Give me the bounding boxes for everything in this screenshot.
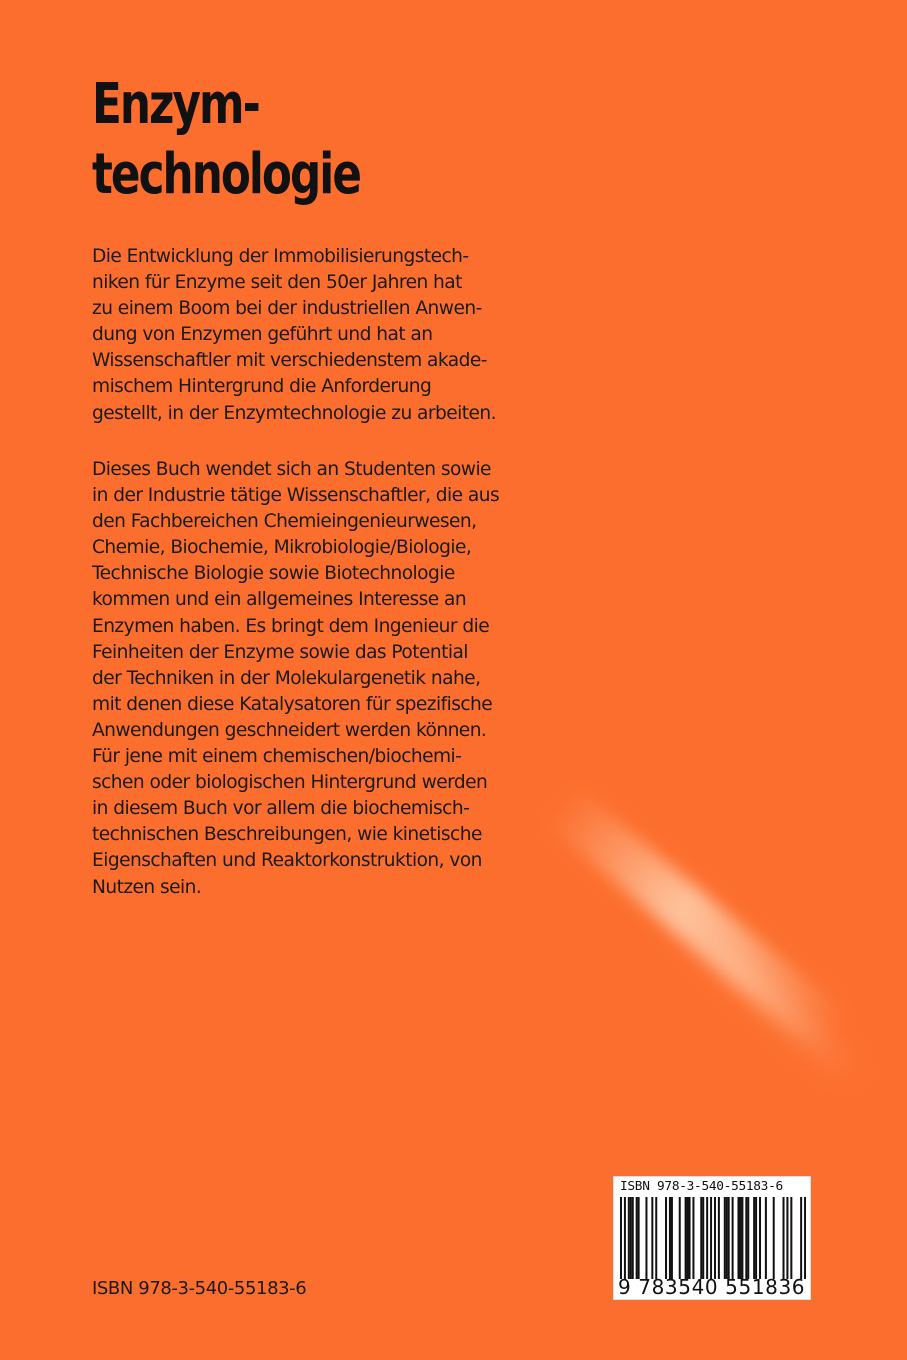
barcode-block	[613, 1176, 811, 1300]
text-line: dung von Enzymen geführt und hat an	[92, 324, 433, 346]
book-title	[92, 70, 360, 210]
text-line: Technische Biologie sowie Biotechnologie	[92, 563, 455, 585]
text-line: Eigenschaften und Reaktorkonstruktion, von	[92, 850, 482, 872]
barcode-bar	[669, 1197, 671, 1279]
barcode-bar	[692, 1197, 694, 1279]
text-line: Anwendungen geschneidert werden können.	[92, 719, 487, 741]
barcode-bar	[700, 1197, 702, 1279]
barcode-bar	[624, 1197, 626, 1279]
barcode-bar	[783, 1197, 785, 1279]
description-paragraph-2	[92, 457, 552, 901]
light-streak-secondary	[610, 854, 868, 1090]
barcode-bar	[706, 1197, 708, 1279]
text-line: Dieses Buch wendet sich an Studenten sowie	[92, 459, 491, 480]
barcode-bar	[628, 1197, 630, 1279]
barcode-bar	[655, 1197, 657, 1279]
text-line: Für jene mit einem chemischen/biochemi-	[92, 746, 462, 768]
text-line: in diesem Buch vor allem die biochemisch-	[92, 798, 470, 820]
barcode-bar	[645, 1197, 647, 1279]
barcode-bar	[714, 1197, 716, 1279]
barcode-bar	[726, 1197, 728, 1279]
barcode-isbn-label: ISBN 978-3-540-55183-6	[620, 1179, 783, 1194]
barcode-bar	[773, 1197, 775, 1279]
barcode-bar	[753, 1197, 755, 1279]
barcode-bar	[755, 1197, 757, 1279]
barcode-bar	[710, 1197, 712, 1279]
text-line: Wissenschaftler mit verschiedenstem akade-	[92, 350, 487, 372]
barcode-bar	[671, 1197, 673, 1279]
text-line: niken für Enzyme seit den 50er Jahren hat	[92, 272, 462, 294]
barcode-bar	[651, 1197, 653, 1279]
text-line: Die Entwicklung der Immobilisierungstech-	[92, 246, 469, 267]
barcode-bar	[800, 1197, 802, 1279]
isbn-text: ISBN 978-3-540-55183-6	[92, 1278, 307, 1299]
barcode-digits: 9 783540 551836	[618, 1275, 806, 1299]
title-line-2: technologie	[92, 142, 361, 207]
barcode-bar	[724, 1197, 726, 1279]
text-line: technischen Beschreibungen, wie kinetische	[92, 824, 482, 846]
barcode-bar	[679, 1197, 681, 1279]
barcode-bar	[632, 1197, 634, 1279]
barcode-bar	[687, 1197, 689, 1279]
text-line: schen oder biologischen Hintergrund werden	[92, 772, 488, 794]
barcode-bar	[636, 1197, 638, 1279]
barcode-bar	[689, 1197, 691, 1279]
barcode-bar	[685, 1197, 687, 1279]
barcode-bar	[732, 1197, 734, 1279]
barcode-bar	[630, 1197, 632, 1279]
barcode-bar	[741, 1197, 743, 1279]
barcode-bar	[620, 1197, 622, 1279]
barcode-bar	[786, 1197, 788, 1279]
barcode-bar	[665, 1197, 667, 1279]
text-line: gestellt, in der Enzymtechnologie zu arbeiten.	[92, 402, 496, 424]
barcode-bar	[765, 1197, 767, 1279]
description-paragraph-1	[92, 244, 552, 427]
barcode-bar	[638, 1197, 640, 1279]
text-line: zu einem Boom bei der industriellen Anwen-	[92, 298, 482, 320]
text-line: der Techniken in der Molekulargenetik nahe,	[92, 667, 481, 689]
text-line: mit denen diese Katalysatoren für spezifische	[92, 693, 493, 715]
barcode-bar	[804, 1197, 806, 1279]
text-line: den Fachbereichen Chemieingenieurwesen,	[92, 511, 477, 533]
title-line-1: Enzym-	[92, 72, 259, 137]
barcode-bar	[728, 1197, 730, 1279]
barcode-bar	[790, 1197, 792, 1279]
barcode-bar	[739, 1197, 741, 1279]
text-line: Enzymen haben. Es bringt dem Ingenieur die	[92, 615, 490, 637]
barcode-icon	[620, 1197, 806, 1279]
barcode-bar	[747, 1197, 749, 1279]
text-line: Chemie, Biochemie, Mikrobiologie/Biologie,	[92, 537, 472, 559]
text-line: kommen und ein allgemeines Interesse an	[92, 589, 467, 611]
text-line: Nutzen sein.	[92, 876, 202, 898]
text-line: mischem Hintergrund die Anforderung	[92, 376, 432, 398]
text-line: Feinheiten der Enzyme sowie das Potential	[92, 641, 468, 663]
barcode-bar	[759, 1197, 761, 1279]
barcode-bar	[718, 1197, 720, 1279]
text-line: in der Industrie tätige Wissenschaftler, die aus	[92, 485, 500, 507]
barcode-bar	[745, 1197, 747, 1279]
barcode-bar	[737, 1197, 739, 1279]
barcode-bar	[702, 1197, 704, 1279]
